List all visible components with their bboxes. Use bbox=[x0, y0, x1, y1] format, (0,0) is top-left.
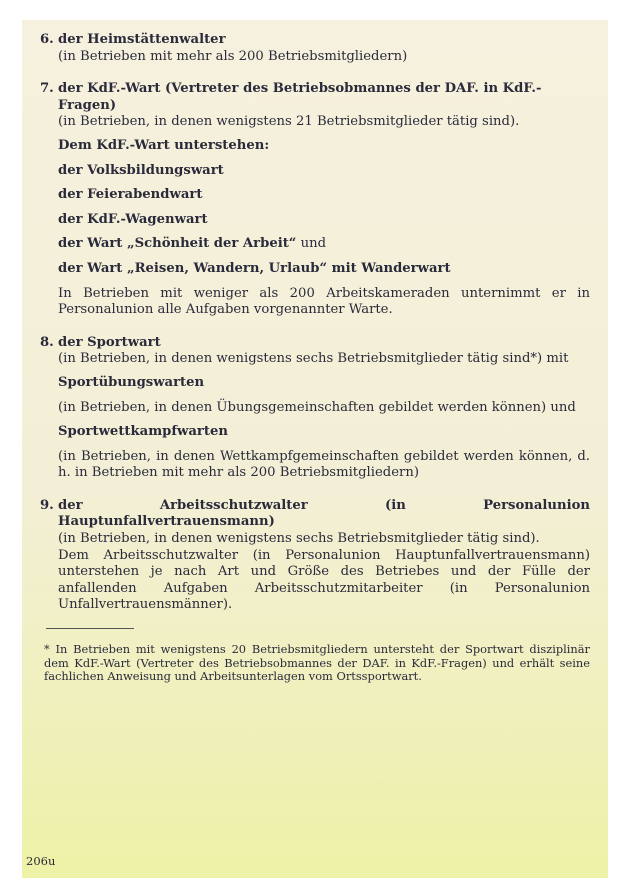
list-item: der Feierabendwart bbox=[58, 187, 203, 203]
list-item-bold: der Wart „Schönheit der Arbeit“ bbox=[58, 236, 297, 252]
section-heading: der Arbeitsschutzwalter (in Personalunion Hauptunfallvertrauensmann) bbox=[58, 497, 590, 530]
section-number: 9. bbox=[40, 497, 54, 513]
list-item: der Volksbildungswart bbox=[58, 162, 224, 178]
section-number: 8. bbox=[40, 334, 54, 350]
section-note: (in Betrieben mit mehr als 200 Betriebsmitgliedern) bbox=[58, 48, 408, 64]
footnote-divider bbox=[46, 628, 134, 643]
section-paragraph: Dem Arbeitsschutzwalter (in Personalunion Hauptunfallvertrauensmann) unterstehen je nach Art und Größe des Betriebes und der Fülle der anfallenden Aufgaben Arbeitsschutzmitarbeiter (in Personalunion Unfallvertrauensmänner). bbox=[58, 547, 590, 613]
section-note: (in Betrieben, in denen wenigstens 21 Betriebsmitglieder tätig sind). bbox=[58, 114, 520, 130]
section-heading: der Heimstättenwalter bbox=[58, 32, 226, 47]
section-heading-line1: der KdF.-Wart (Vertreter des Betriebsobmannes der DAF. in KdF.- bbox=[58, 81, 542, 97]
list-item: der Wart „Reisen, Wandern, Urlaub“ mit Wanderwart bbox=[58, 260, 451, 276]
subsection-title: Sportwettkampfwarten bbox=[58, 424, 228, 440]
list-item-suffix: und bbox=[296, 236, 327, 252]
section-8 bbox=[40, 335, 590, 482]
subsection-title: Sportübungswarten bbox=[58, 374, 205, 390]
section-heading: der Sportwart bbox=[58, 334, 161, 350]
list-item bbox=[58, 236, 590, 253]
subsection-note: (in Betrieben, in denen Wettkampfgemeinschaften gebildet werden können, d. h. in Betrieben mit mehr als 200 Betriebsmitgliedern) bbox=[58, 448, 590, 481]
section-7 bbox=[40, 81, 590, 319]
footnote: * In Betrieben mit wenigstens 20 Betriebsmitgliedern untersteht der Sportwart disziplinär dem KdF.-Wart (Vertreter des Betriebsobmannes der DAF. in KdF.-Fragen) und erhält seine fachlichen Anweisung und Arbeitsunterlagen vom Ortssportwart. bbox=[44, 642, 590, 684]
section-heading bbox=[58, 81, 590, 114]
section-number: 6. bbox=[40, 32, 54, 47]
section-heading-line2: Fragen) bbox=[58, 97, 117, 113]
subsection-note: (in Betrieben, in denen Übungsgemeinschaften gebildet werden können) und bbox=[58, 399, 576, 415]
section-subtitle: Dem KdF.-Wart unterstehen: bbox=[58, 137, 270, 153]
document-page bbox=[22, 20, 608, 878]
section-9 bbox=[40, 498, 590, 614]
section-note: (in Betrieben, in denen wenigstens sechs Betriebsmitglieder tätig sind). bbox=[58, 531, 540, 547]
section-paragraph: In Betrieben mit weniger als 200 Arbeitskameraden unternimmt er in Personalunion alle Aufgaben vorgenannter Warte. bbox=[58, 285, 590, 318]
page-number: 206u bbox=[26, 854, 56, 868]
section-6 bbox=[40, 32, 590, 65]
list-item: der KdF.-Wagenwart bbox=[58, 211, 208, 227]
section-number: 7. bbox=[40, 81, 54, 97]
section-note: (in Betrieben, in denen wenigstens sechs Betriebsmitglieder tätig sind*) mit bbox=[58, 351, 569, 367]
